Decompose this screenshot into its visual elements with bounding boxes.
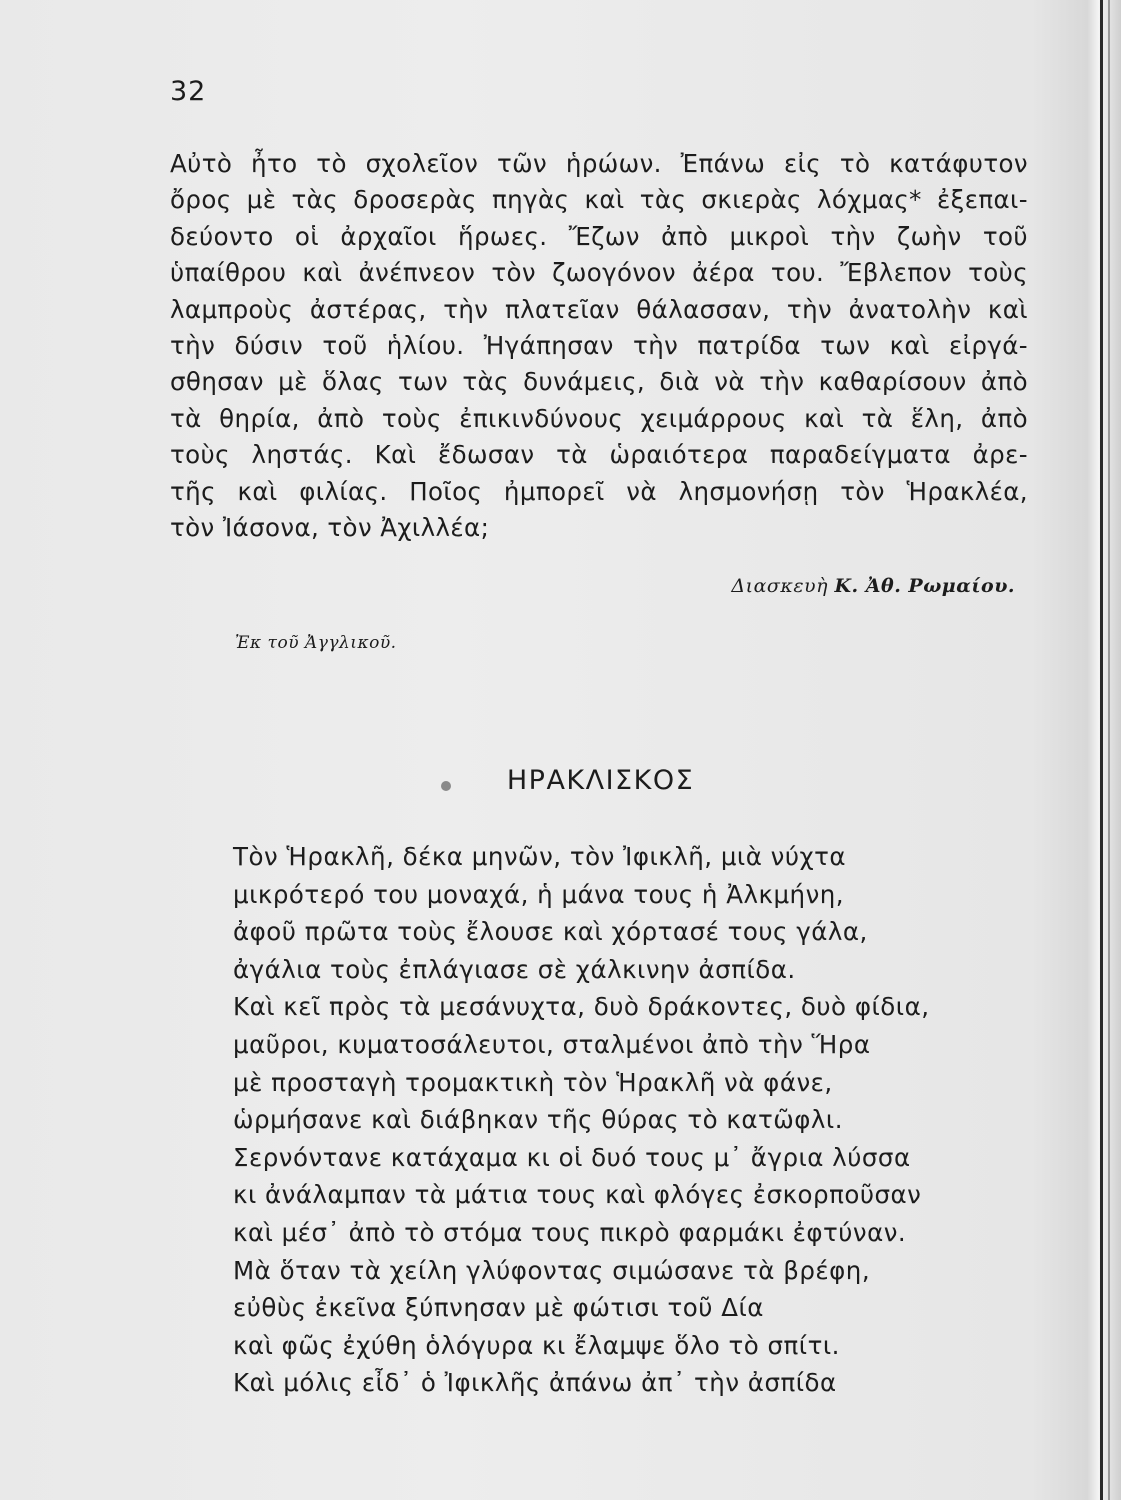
- poem-line: Τὸν Ἡρακλῆ, δέκα μηνῶν, τὸν Ἰφικλῆ, μιὰ νύχτα: [233, 842, 847, 871]
- poem-line: Καὶ κεῖ πρὸς τὰ μεσάνυχτα, δυὸ δράκοντες, δυὸ φίδια,: [233, 992, 930, 1022]
- prose-line: ὄρος μὲ τὰς δροσερὰς πηγὰς καὶ τὰς σκιερὰς λόχμας* ἐξεπαι-: [170, 185, 1028, 215]
- poem-line: ἀφοῦ πρῶτα τοὺς ἔλουσε καὶ χόρτασέ τους γάλα,: [233, 917, 868, 947]
- attribution-prefix: Διασκευὴ: [731, 575, 828, 597]
- page-number: 32: [170, 76, 207, 107]
- page-edge-highlight: [1108, 0, 1110, 1500]
- translation-source: Ἐκ τοῦ Ἀγγλικοῦ.: [235, 633, 397, 653]
- poem-line: εὐθὺς ἐκεῖνα ξύπνησαν μὲ φώτισι τοῦ Δία: [233, 1293, 764, 1323]
- attribution: [731, 575, 1015, 597]
- poem-line: κι ἀνάλαμπαν τὰ μάτια τους καὶ φλόγες ἐσκορποῦσαν: [233, 1180, 922, 1210]
- prose-line: τῆς καὶ φιλίας. Ποῖος ἠμπορεῖ νὰ λησμονήσῃ τὸν Ἡρακλέα,: [170, 476, 1028, 506]
- prose-line: λαμπροὺς ἀστέρας, τὴν πλατεῖαν θάλασσαν, τὴν ἀνατολὴν καὶ: [170, 294, 1028, 324]
- poem-line: Σερνόντανε κατάχαμα κι οἱ δυό τους μ᾿ ἄγρια λύσσα: [233, 1142, 911, 1172]
- poem-line: Μὰ ὅταν τὰ χείλη γλύφοντας σιμώσανε τὰ βρέφη,: [233, 1255, 871, 1285]
- prose-line: δεύοντο οἱ ἀρχαῖοι ἥρωες. Ἔζων ἀπὸ μικροὶ τὴν ζωὴν τοῦ: [170, 221, 1028, 251]
- prose-line: τὸν Ἰάσονα, τὸν Ἀχιλλέα;: [170, 512, 490, 542]
- poem-line: μαῦροι, κυματοσάλευτοι, σταλμένοι ἀπὸ τὴν Ἥρα: [233, 1029, 871, 1059]
- prose-line: σθησαν μὲ ὅλας των τὰς δυνάμεις, διὰ νὰ τὴν καθαρίσουν ἀπὸ: [170, 367, 1028, 397]
- prose-line: Αὐτὸ ἦτο τὸ σχολεῖον τῶν ἡρώων. Ἐπάνω εἰς τὸ κατάφυτον: [170, 149, 1028, 178]
- poem-line: ὡρμήσανε καὶ διάβηκαν τῆς θύρας τὸ κατῶφλι.: [233, 1105, 844, 1135]
- prose-paragraph: [170, 146, 1028, 546]
- poem-line: ἀγάλια τοὺς ἐπλάγιασε σὲ χάλκινην ἀσπίδα.: [233, 954, 796, 984]
- poem-line: καὶ μέσ᾿ ἀπὸ τὸ στόμα τους πικρὸ φαρμάκι ἐφτύναν.: [233, 1217, 907, 1247]
- prose-line: τοὺς ληστάς. Καὶ ἔδωσαν τὰ ὡραιότερα παραδείγματα ἀρε-: [170, 440, 1028, 470]
- poem-line: μὲ προσταγὴ τρομακτικὴ τὸν Ἡρακλῆ νὰ φάνε,: [233, 1067, 833, 1097]
- prose-line: ὑπαίθρου καὶ ἀνέπνεον τὸν ζωογόνον ἀέρα του. Ἔβλεπον τοὺς: [170, 258, 1028, 288]
- prose-line: τὰ θηρία, ἀπὸ τοὺς ἐπικινδύνους χειμάρρους καὶ τὰ ἕλη, ἀπὸ: [170, 403, 1028, 433]
- poem-title: ΗΡΑΚΛΙΣΚΟΣ: [506, 765, 695, 796]
- poem-body: [233, 838, 930, 1402]
- poem-line: Καὶ μόλις εἶδ᾿ ὁ Ἰφικλῆς ἀπάνω ἀπ᾿ τὴν ἀσπίδα: [233, 1368, 837, 1398]
- poem-line: μικρότερό του μοναχά, ἡ μάνα τους ἡ Ἀλκμήνη,: [233, 879, 845, 909]
- page-edge-shadow: [1100, 0, 1103, 1500]
- poem-line: καὶ φῶς ἐχύθη ὁλόγυρα κι ἔλαμψε ὅλο τὸ σπίτι.: [233, 1330, 840, 1360]
- attribution-author: Κ. Ἀθ. Ρωμαίου.: [834, 575, 1015, 597]
- prose-line: τὴν δύσιν τοῦ ἡλίου. Ἠγάπησαν τὴν πατρίδα των καὶ εἰργά-: [170, 330, 1028, 360]
